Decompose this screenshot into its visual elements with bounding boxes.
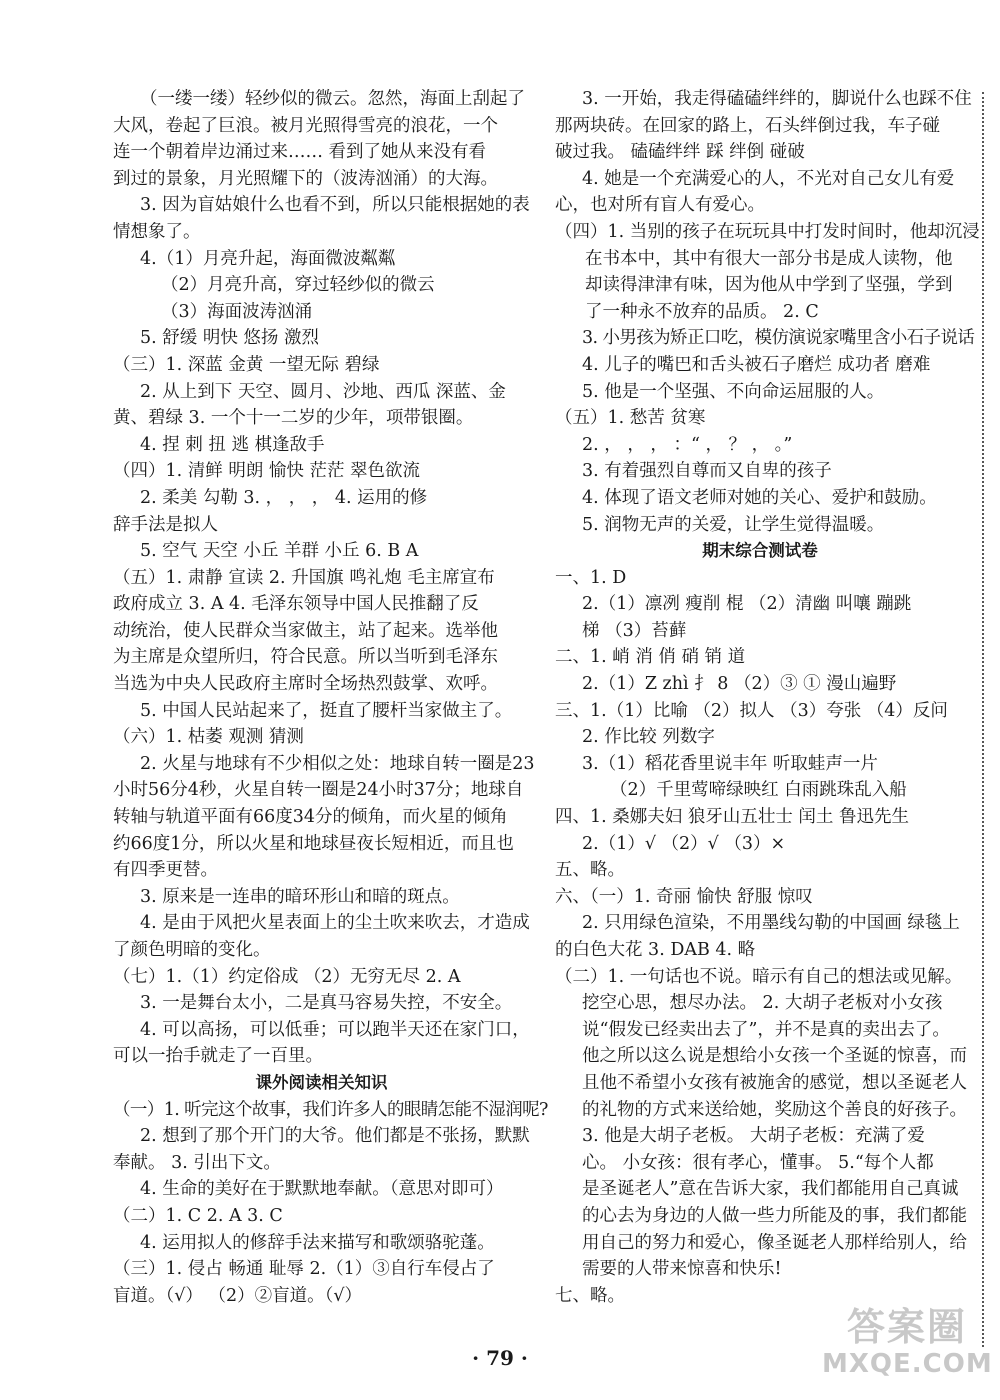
text-line: （2）千里莺啼绿映红 白雨跳珠乱入船	[610, 780, 907, 801]
text-line: 了一种永不放弃的品质。 2. C	[585, 301, 819, 322]
text-line: （一缕一缕）轻纱似的微云。忽然，海面上刮起了	[140, 89, 525, 109]
section-label: 四、1. 桑娜夫妇 狼牙山五壮士 闰土 鲁迅先生	[555, 807, 909, 828]
watermark-logo	[822, 1305, 992, 1395]
text-line: 政府成立 3. A 4. 毛泽东领导中国人民推翻了反	[113, 594, 479, 615]
text-line: 小时56分4秒，火星自转一圈是24小时37分；地球自	[113, 780, 524, 801]
text-line: 4. 是由于风把火星表面上的尘土吹来吹去，才造成	[140, 913, 530, 934]
text-line: 2.（1）√ （2）√ （3）×	[582, 833, 786, 854]
section-label: （五）1. 肃静 宣读 2. 升国旗 鸣礼炮 毛主席宣布	[113, 567, 495, 588]
text-line: 的礼物的方式来送给她，奖励这个善良的好孩子。	[582, 1099, 967, 1120]
text-line: 2. ， ， ， ：“ ， ？ ， 。”	[582, 434, 793, 455]
text-line: 挖空心思，想尽办法。 2. 大胡子老板对小女孩	[582, 993, 943, 1014]
section-label: 二、1. 峭 消 俏 硝 销 道	[555, 647, 746, 668]
text-line: 4. 生命的美好在于默默地奉献。（意思对即可）	[140, 1179, 504, 1200]
text-line: 了颜色明暗的变化。	[113, 940, 271, 960]
section-label: （二）1. C 2. A 3. C	[113, 1205, 283, 1226]
section-heading: 期末综合测试卷	[702, 541, 818, 561]
section-label: 五、略。	[555, 860, 625, 881]
section-label: （四）1. 当别的孩子在玩玩具中打发时间时，他却沉浸	[555, 221, 980, 242]
dotted-cut-line	[982, 92, 984, 1347]
text-line: 且他不希望小女孩有被施舍的感觉，想以圣诞老人	[582, 1072, 967, 1093]
section-label: （七）1.（1）约定俗成 （2）无穷无尽 2. A	[113, 966, 461, 987]
text-line: 那两块砖。在回家的路上，石头绊倒过我，车子碰	[555, 115, 940, 136]
text-line: 5. 空气 天空 小丘 羊群 小丘 6. B A	[140, 541, 419, 562]
text-line: 辞手法是拟人	[113, 514, 218, 535]
section-label: 一、1. D	[555, 567, 627, 588]
section-label: （三）1. 深蓝 金黄 一望无际 碧绿	[113, 354, 380, 375]
page-number: · 79 ·	[472, 1346, 528, 1370]
text-line: 情想象了。	[113, 221, 201, 242]
text-line: 他之所以这么说是想给小女孩一个圣诞的惊喜，而	[582, 1046, 967, 1067]
text-line: 3. 原来是一连串的暗环形山和暗的斑点。	[140, 886, 460, 907]
text-line: 当选为中央人民政府主席时全场热烈鼓掌、欢呼。	[113, 674, 498, 695]
section-label: （六）1. 枯萎 观测 猜测	[113, 727, 304, 748]
text-line: 4. 体现了语文老师对她的关心、爱护和鼓励。	[582, 487, 937, 508]
text-line: 2.（1）凛冽 瘦削 棍 （2）清幽 叫嚷 蹦跳	[582, 594, 912, 615]
text-line: 用自己的努力和爱心，像圣诞老人那样给别人，给	[582, 1232, 967, 1253]
section-label: 七、略。	[555, 1285, 625, 1306]
section-label: （五）1. 愁苦 贫寒	[555, 408, 706, 429]
right-column	[555, 86, 980, 1309]
text-line: 2. 火星与地球有不少相似之处：地球自转一圈是23	[140, 753, 535, 774]
text-line: 2. 想到了那个开门的大爷。他们都是不张扬，默默	[140, 1126, 530, 1147]
text-line: 心。 小女孩：很有孝心，懂事。 5.“每个人都	[582, 1152, 934, 1173]
text-line: 2.（1）Z zhì 扌 8 （2）③ ① 漫山遍野	[582, 674, 897, 695]
text-line: 有四季更替。	[113, 860, 218, 881]
text-line: 5. 舒缓 明快 悠扬 激烈	[140, 328, 319, 349]
section-label: 三、1.（1）比喻 （2）拟人 （3）夸张 （4）反问	[555, 700, 948, 721]
text-line: 连一个朝着岸边涌过来…… 看到了她从来没有看	[113, 142, 487, 163]
text-line: 在书本中，其中有很大一部分书是成人读物，他	[585, 248, 953, 269]
text-line: 4. 她是一个充满爱心的人，不光对自己女儿有爱	[582, 168, 955, 189]
text-line: 2. 只用绿色渲染，不用墨线勾勒的中国画 绿毯上	[582, 913, 960, 934]
text-line: 的心去为身边的人做一些力所能及的事，我们都能	[582, 1205, 967, 1226]
text-line: 可以一抬手就走了一百里。	[113, 1046, 323, 1067]
text-line: 3. 因为盲姑娘什么也看不到，所以只能根据她的表	[140, 195, 530, 216]
text-line: 动统治，使人民群众当家做主，站了起来。选举他	[113, 620, 498, 641]
text-line: 5. 中国人民站起来了，挺直了腰杆当家做主了。	[140, 700, 513, 721]
text-line: 5. 润物无声的关爱，让学生觉得温暖。	[582, 514, 885, 535]
section-label: 六、（一）1. 奇丽 愉快 舒服 惊叹	[555, 886, 813, 907]
text-line: 是圣诞老人”意在告诉大家，我们都能用自己真诚	[582, 1179, 959, 1200]
text-line: 需要的人带来惊喜和快乐!	[582, 1259, 782, 1280]
text-line: 3. 一是舞台太小，二是真马容易失控，不安全。	[140, 993, 513, 1014]
text-line: 心，也对所有盲人有爱心。	[555, 195, 765, 216]
text-line: 3. 他是大胡子老板。 大胡子老板：充满了爱	[582, 1126, 925, 1147]
text-line: 2. 柔美 勾勒 3. ， ， ， 4. 运用的修	[140, 487, 428, 508]
text-line: 大风，卷起了巨浪。被月光照得雪亮的浪花，一个	[113, 115, 498, 136]
text-line: 为主席是众望所归，符合民意。所以当听到毛泽东	[113, 647, 498, 668]
watermark-text: 答案圈	[846, 1305, 967, 1349]
section-label: （二）1. 一句话也不说。暗示有自己的想法或见解。	[555, 966, 963, 987]
text-line: 破过我。 磕磕绊绊 踩 绊倒 碰破	[555, 142, 805, 163]
section-label: （一）1. 听完这个故事，我们许多人的眼睛怎能不湿润呢?	[113, 1099, 548, 1120]
text-line: 梯 （3）苔藓	[582, 620, 687, 641]
section-heading: 课外阅读相关知识	[255, 1072, 388, 1092]
text-line: 2. 从上到下 天空、圆月、沙地、西瓜 深蓝、金	[140, 381, 506, 402]
section-label: （三）1. 侵占 畅通 耻辱 2.（1）③自行车侵占了	[113, 1259, 495, 1280]
text-line: 3. 小男孩为矫正口吃，模仿演说家嘴里含小石子说话	[582, 328, 975, 349]
text-line: 的白色大花 3. DAB 4. 略	[555, 940, 756, 960]
watermark-url: MXQE.COM	[822, 1349, 993, 1379]
text-line: 4.（1）月亮升起，海面微波粼粼	[140, 248, 396, 269]
text-line: 4. 运用拟人的修辞手法来描写和歌颂骆驼蓬。	[140, 1232, 495, 1253]
text-line: 2. 作比较 列数字	[582, 727, 715, 748]
left-column	[113, 86, 548, 1309]
text-line: 却读得津津有味，因为他从中学到了坚强，学到	[585, 275, 953, 296]
text-line: 4. 可以高扬，可以低垂；可以跑半天还在家门口，	[140, 1019, 530, 1040]
text-line: 3. 一开始，我走得磕磕绊绊的，脚说什么也踩不住	[582, 89, 972, 109]
text-line: 约66度1分，所以火星和地球昼夜长短相近，而且也	[113, 833, 514, 854]
text-line: （2）月亮升高，穿过轻纱似的微云	[161, 275, 435, 296]
text-line: 黄、碧绿 3. 一个十一二岁的少年，项带银圈。	[113, 408, 474, 429]
text-line: 奉献。 3. 引出下文。	[113, 1152, 281, 1173]
section-label: （四）1. 清鲜 明朗 愉快 茫茫 翠色欲流	[113, 461, 421, 482]
text-line: 盲道。（√） （2）②盲道。（√）	[113, 1285, 362, 1306]
text-line: 3.（1）稻花香里说丰年 听取蛙声一片	[582, 753, 878, 774]
text-line: 3. 有着强烈自尊而又自卑的孩子	[582, 461, 832, 482]
text-line: 说“假发已经卖出去了”，并不是真的卖出去了。	[582, 1019, 950, 1040]
text-line: 4. 捏 刺 扭 逃 棋逢敌手	[140, 434, 325, 455]
text-line: 到过的景象，月光照耀下的（波涛汹涌）的大海。	[113, 168, 498, 189]
text-line: （3）海面波涛汹涌	[161, 301, 313, 322]
text-line: 转轴与轨道平面有66度34分的倾角，而火星的倾角	[113, 807, 508, 828]
text-line: 5. 他是一个坚强、不向命运屈服的人。	[582, 381, 885, 402]
text-line: 4. 儿子的嘴巴和舌头被石子磨烂 成功者 磨难	[582, 354, 931, 375]
